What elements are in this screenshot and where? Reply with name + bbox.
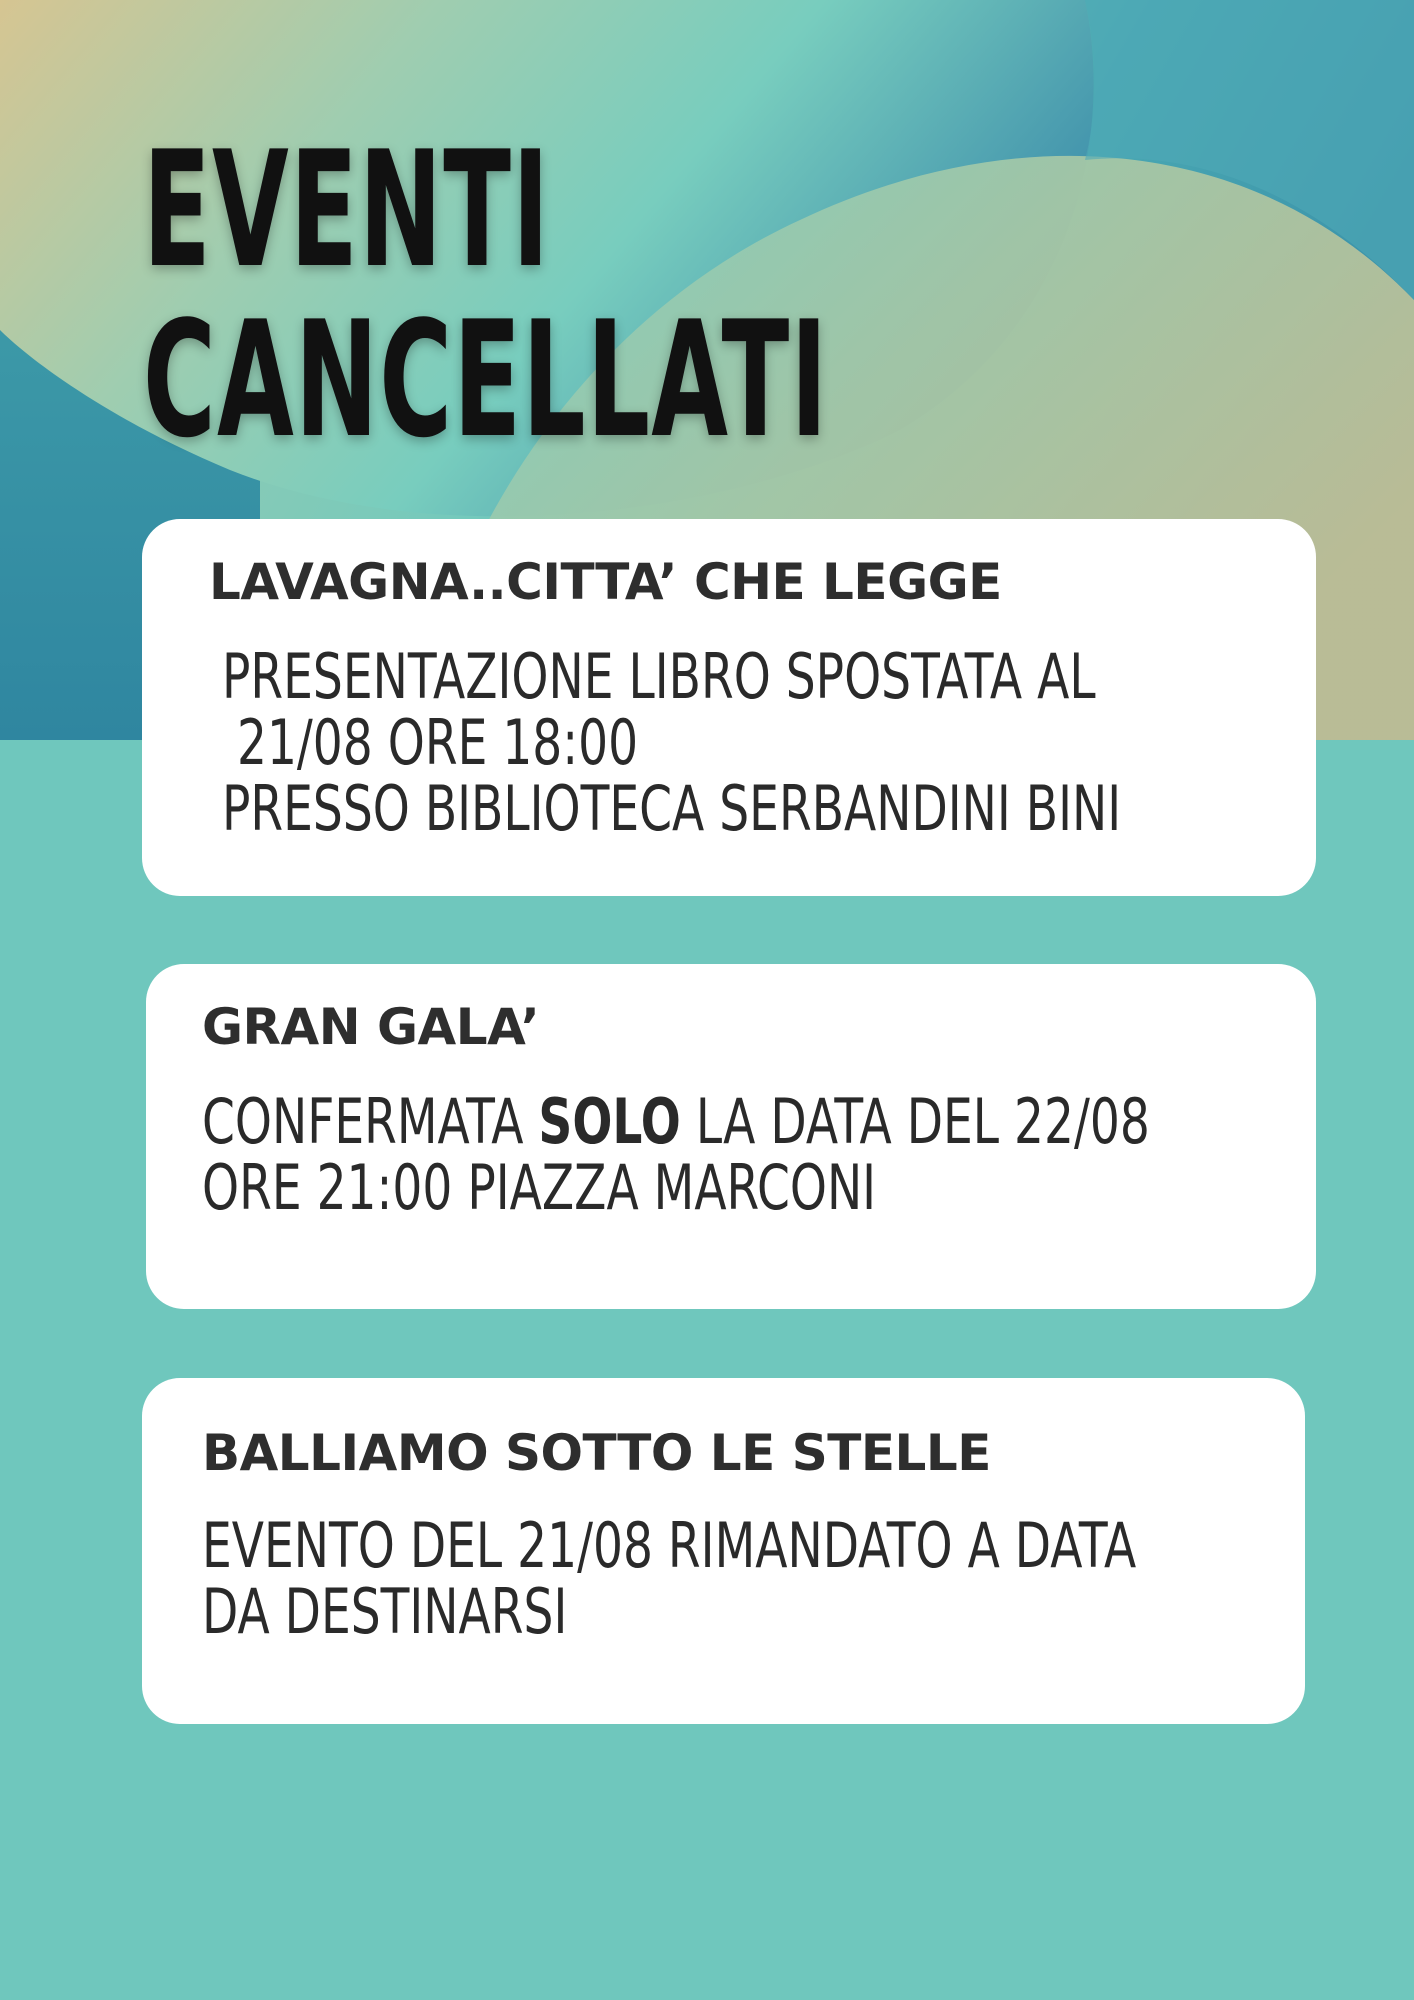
title-line-1: EVENTI <box>143 116 551 303</box>
event-detail-line: PRESSO BIBLIOTECA SERBANDINI BINI <box>222 772 1122 845</box>
event-details <box>202 1085 1150 1224</box>
event-details <box>222 640 1122 845</box>
event-detail-line: ORE 21:00 PIAZZA MARCONI <box>202 1151 877 1224</box>
event-heading: GRAN GALA’ <box>202 998 540 1056</box>
event-detail-line: DA DESTINARSI <box>202 1575 568 1648</box>
event-detail-line: 21/08 ORE 18:00 <box>222 706 639 779</box>
event-detail-text: CONFERMATA <box>202 1085 539 1158</box>
event-card-gran-gala <box>146 964 1316 1309</box>
page-title <box>143 116 829 473</box>
event-heading: BALLIAMO SOTTO LE STELLE <box>202 1424 991 1482</box>
event-card-lavagna <box>142 519 1316 896</box>
title-line-2: CANCELLATI <box>143 286 829 473</box>
event-details <box>202 1509 1137 1648</box>
event-detail-text: LA DATA DEL 22/08 <box>680 1085 1150 1158</box>
event-heading: LAVAGNA..CITTA’ CHE LEGGE <box>209 553 1002 611</box>
event-detail-emphasis: SOLO <box>538 1085 681 1158</box>
event-detail-line: PRESENTAZIONE LIBRO SPOSTATA AL <box>222 640 1096 713</box>
event-detail-line <box>202 1085 1150 1158</box>
event-card-balliamo <box>142 1378 1305 1724</box>
event-detail-line: EVENTO DEL 21/08 RIMANDATO A DATA <box>202 1509 1137 1582</box>
